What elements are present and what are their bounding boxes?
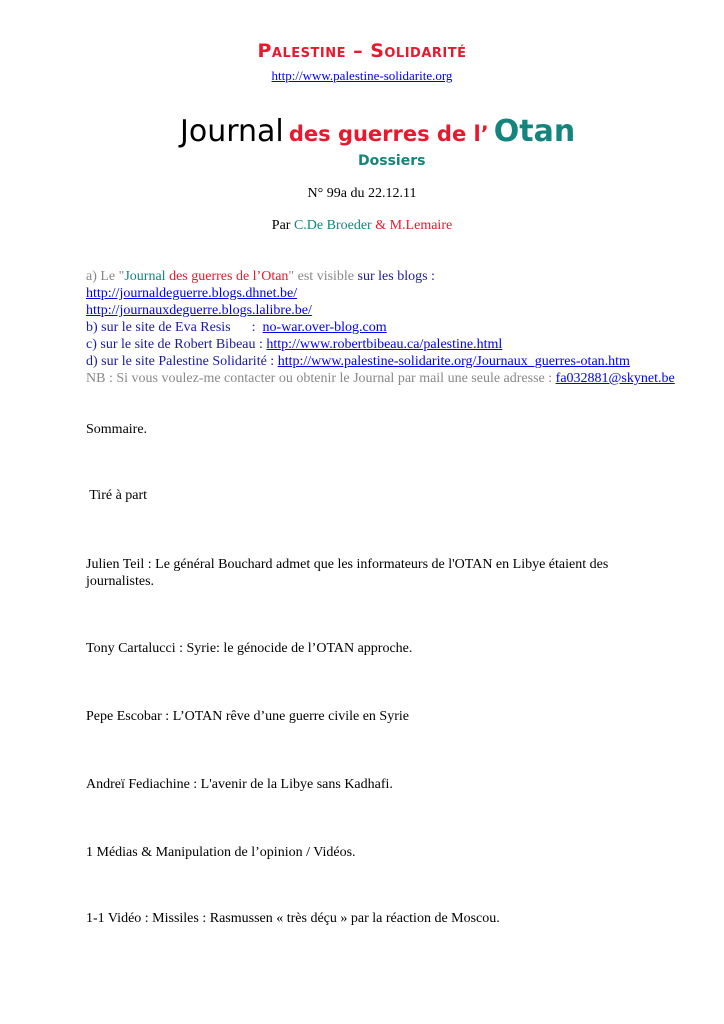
contact-email-link[interactable]: fa032881@skynet.be [555,371,675,386]
blogs-a-quote: " [288,269,295,284]
blogs-a-journal: Journal [124,269,166,284]
blog-link-palestine[interactable]: http://www.palestine-solidarite.org/Journaux_guerres-otan.htm [277,354,630,369]
toc-item: Julien Teil : Le général Bouchard admet que les informateurs de l'OTAN en Libye étaient des journalistes. [86,557,609,589]
author-1: C.De Broeder [293,218,372,233]
toc-tire-a-part: Tiré à part [86,488,148,503]
toc-item: Tony Cartalucci : Syrie: le génocide de l’OTAN approche. [86,641,413,656]
author-2: M.Lemaire [389,218,453,233]
site-url-link[interactable]: http://www.palestine-solidarite.org [271,68,453,83]
issue-number: N° 99a du 22.12.11 [307,186,417,201]
journal-title-middle: des guerres de l’ [288,122,489,146]
toc-item: 1-1 Vidéo : Missiles : Rasmussen « très déçu » par la réaction de Moscou. [86,911,500,926]
blogs-d-text: d) sur le site Palestine Solidarité : [86,354,278,369]
blogs-a-prefix: a) Le " [86,269,125,284]
toc-item: Andreï Fediachine : L'avenir de la Libye sans Kadhafi. [86,777,393,792]
authors-prefix: Par [271,218,291,233]
journal-title-otan: Otan [493,114,576,149]
blog-link-lalibre[interactable]: http://journauxdeguerre.blogs.lalibre.be/ [86,303,312,318]
blogs-a-sur: sur les blogs : [357,269,435,284]
blogs-line-link2[interactable] [86,302,716,319]
toc-item: 1 Médias & Manipulation de l’opinion / Vidéos. [86,845,356,860]
blogs-info [86,268,716,387]
site-url[interactable] [0,68,724,84]
authors-amp: & [375,218,387,233]
blogs-a-est: est visible [294,269,358,284]
blogs-a-rest: des guerres de l’Otan [165,269,289,284]
journal-subtitle: Dossiers [358,153,426,169]
issue-authors [0,218,724,234]
journal-title [180,114,575,149]
blogs-nb-text: NB : Si vous voulez-me contacter ou obtenir le Journal par mail une seule adresse : [86,371,556,386]
blog-link-bibeau[interactable]: http://www.robertbibeau.ca/palestine.html [266,337,503,352]
blog-link-nowar[interactable]: no-war.over-blog.com [262,320,387,335]
blogs-b-text: b) sur le site de Eva Resis : [86,320,263,335]
site-title: Palestine – Solidarité [257,40,467,62]
blogs-c-text: c) sur le site de Robert Bibeau : [86,337,267,352]
blogs-line-link1[interactable] [86,285,716,302]
toc-heading: Sommaire. [86,422,148,437]
blog-link-dhnet[interactable]: http://journaldeguerre.blogs.dhnet.be/ [86,286,298,301]
toc-item: Pepe Escobar : L’OTAN rêve d’une guerre civile en Syrie [86,709,409,724]
blogs-line-c [86,336,716,353]
blogs-line-b [86,319,716,336]
blogs-line-nb [86,370,716,387]
blogs-line-a [86,268,716,285]
blogs-line-d [86,353,716,370]
journal-title-word: Journal [180,114,284,149]
